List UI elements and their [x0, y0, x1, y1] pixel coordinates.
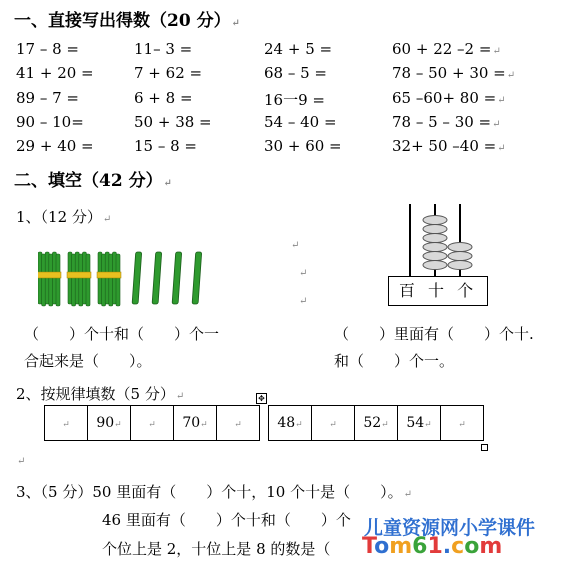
arithmetic-item: 17 – 8 =	[16, 40, 80, 58]
sequence-cell[interactable]: ↵	[131, 406, 174, 441]
q1-line2-right: 和（ ）个一。	[334, 352, 455, 370]
arithmetic-item: 65 –60+ 80 =↵	[392, 89, 506, 107]
arithmetic-item: 7 + 62 =	[134, 64, 203, 82]
abacus-image	[388, 202, 488, 278]
q1-line2-left: 合起来是（ ）。	[24, 352, 152, 370]
arithmetic-item: 41 + 20 =	[16, 64, 94, 82]
arithmetic-item: 50 + 38 =	[134, 113, 212, 131]
sequence-table-left	[44, 405, 260, 441]
arithmetic-item: 68 – 5 =	[264, 64, 328, 82]
arithmetic-item: 11– 3 =	[134, 40, 193, 58]
watermark-text: 儿童资源网小学课件	[364, 517, 536, 539]
paragraph-mark: ↵	[299, 296, 308, 307]
paragraph-mark: ↵	[17, 456, 26, 467]
watermark-logo: Tom61.com	[362, 534, 503, 559]
q3-line2: 46 里面有（ ）个十和（ ）个	[102, 511, 351, 529]
sequence-cell[interactable]: ↵	[312, 406, 355, 441]
sequence-table-right	[268, 405, 484, 441]
arithmetic-item: 16一9 =	[264, 91, 325, 109]
stick-bundles-image	[38, 248, 218, 310]
sequence-cell[interactable]: 70↵	[174, 406, 217, 441]
abacus-place-label: 百 十 个	[388, 276, 488, 306]
q1-line1-left: （ ）个十和（ ）个一	[24, 325, 220, 343]
arithmetic-item: 30 + 60 =	[264, 137, 342, 155]
sequence-cell[interactable]: 48↵	[269, 406, 312, 441]
paragraph-mark: ↵	[299, 268, 308, 279]
arithmetic-item: 15 – 8 =	[134, 137, 198, 155]
table-resize-handle-icon[interactable]	[481, 444, 488, 451]
table-move-handle-icon[interactable]: ✥	[256, 393, 267, 404]
arithmetic-item: 78 – 50 + 30 =↵	[392, 64, 516, 82]
sequence-cell[interactable]: 90↵	[88, 406, 131, 441]
paragraph-mark: ↵	[291, 240, 300, 251]
arithmetic-item: 54 – 40 =	[264, 113, 337, 131]
arithmetic-item: 89 – 7 =	[16, 89, 80, 107]
q3-line1: 3、（5 分）50 里面有（ ）个十，10 个十是（ ）。↵	[16, 483, 412, 501]
q3-line3: 个位上是 2，十位上是 8 的数是（	[102, 540, 331, 558]
arithmetic-item: 6 + 8 =	[134, 89, 193, 107]
section1-title: 一、直接写出得数（20 分）↵	[14, 11, 240, 31]
sequence-cell[interactable]: 54↵	[398, 406, 441, 441]
arithmetic-item: 24 + 5 =	[264, 40, 333, 58]
arithmetic-item: 29 + 40 =	[16, 137, 94, 155]
sequence-cell[interactable]: ↵	[45, 406, 88, 441]
sequence-cell[interactable]: ↵	[217, 406, 260, 441]
sequence-cell[interactable]: 52↵	[355, 406, 398, 441]
arithmetic-item: 60 + 22 –2 =↵	[392, 40, 501, 58]
arithmetic-item: 32+ 50 –40 =↵	[392, 137, 506, 155]
sequence-cell[interactable]: ↵	[441, 406, 484, 441]
section2-title: 二、填空（42 分）↵	[14, 171, 172, 191]
arithmetic-item: 90 – 10=	[16, 113, 84, 131]
q1-line1-right: （ ）里面有（ ）个十.	[334, 325, 534, 343]
arithmetic-item: 78 – 5 – 30 =↵	[392, 113, 501, 131]
q2-label: 2、按规律填数（5 分）↵	[16, 385, 185, 403]
q1-label: 1、（12 分）↵	[16, 208, 112, 226]
